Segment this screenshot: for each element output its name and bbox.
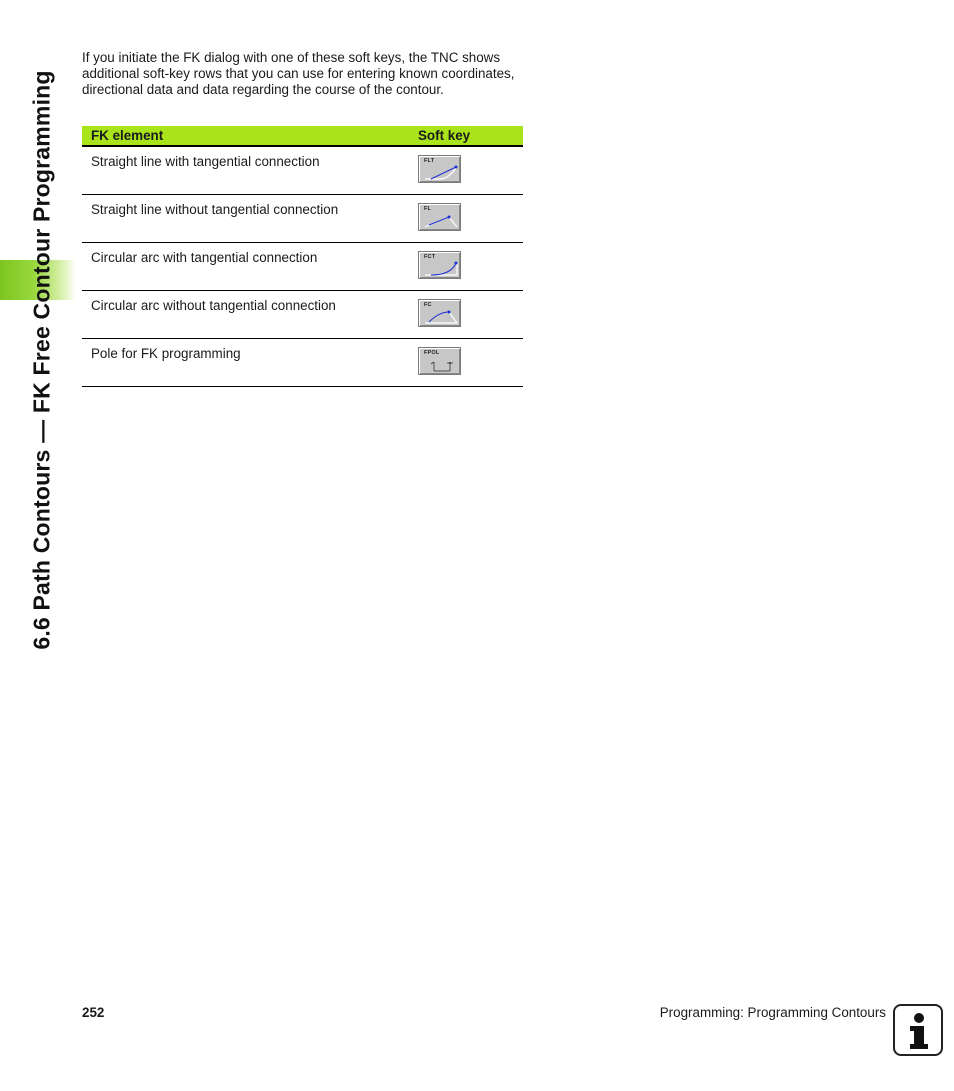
fk-elements-table: [82, 126, 523, 387]
page-number: 252: [82, 1005, 105, 1020]
softkey-label: FPOL: [424, 350, 440, 356]
table-row: [82, 339, 523, 387]
header-fk-element: FK element: [91, 128, 164, 143]
footer-chapter-title: Programming: Programming Contours: [659, 1005, 886, 1020]
table-row: [82, 147, 523, 195]
softkey-label: FC: [424, 302, 432, 308]
softkey-fpol-button[interactable]: [418, 347, 461, 375]
fk-element-description: Circular arc without tangential connection: [91, 298, 336, 313]
table-row: [82, 195, 523, 243]
tangential-line-icon: [419, 156, 462, 184]
fk-element-description: Straight line with tangential connection: [91, 154, 320, 169]
softkey-label: FCT: [424, 254, 436, 260]
softkey-label: FLT: [424, 158, 435, 164]
softkey-flt-button[interactable]: [418, 155, 461, 183]
softkey-fct-button[interactable]: [418, 251, 461, 279]
softkey-fc-button[interactable]: [418, 299, 461, 327]
pole-icon: [419, 348, 462, 376]
softkey-label: FL: [424, 206, 432, 212]
header-soft-key: Soft key: [418, 128, 471, 143]
table-header: [82, 126, 523, 147]
intro-paragraph: If you initiate the FK dialog with one of these soft keys, the TNC shows additional soft-key rows that you can use for entering known coordinates, directional data and data regarding the course of the contour.: [82, 50, 515, 97]
fk-element-description: Pole for FK programming: [91, 346, 241, 361]
info-icon: [893, 1004, 943, 1056]
chapter-title: 6.6 Path Contours — FK Free Contour Programming: [28, 70, 55, 650]
softkey-fl-button[interactable]: [418, 203, 461, 231]
tangential-arc-icon: [419, 252, 462, 280]
fk-element-description: Straight line without tangential connection: [91, 202, 339, 217]
fk-element-description: Circular arc with tangential connection: [91, 250, 318, 265]
table-row: [82, 291, 523, 339]
line-icon: [419, 204, 462, 232]
arc-icon: [419, 300, 462, 328]
table-row: [82, 243, 523, 291]
